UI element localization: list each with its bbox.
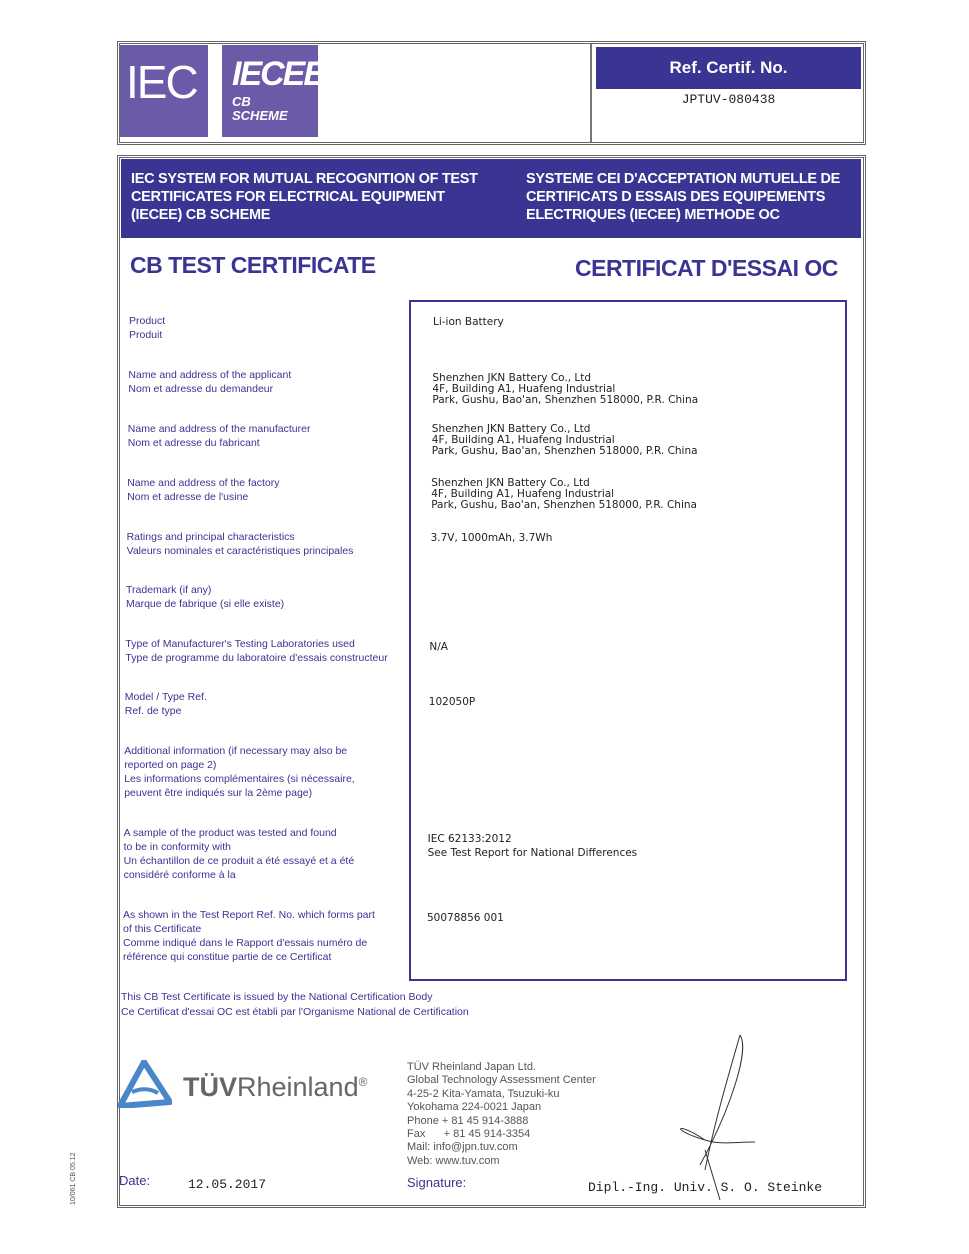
field-label-line: A sample of the product was tested and found <box>123 827 337 839</box>
field-label-line: considéré conforme à la <box>123 869 236 881</box>
scheme-banner <box>121 159 861 238</box>
signer-name: Dipl.-Ing. Univ. S. O. Steinke <box>588 1180 823 1195</box>
registered-mark: ® <box>358 1075 368 1089</box>
field-value-line: N/A <box>429 641 448 653</box>
field-label <box>129 314 414 342</box>
field-label-line: Name and address of the factory <box>127 477 280 489</box>
field-label <box>126 583 411 611</box>
field-label-line: référence qui constitue partie de ce Certificat <box>123 951 332 963</box>
field-value <box>429 697 475 708</box>
form-code: 10/061 CB 05.12 <box>70 1152 77 1205</box>
field-label-line: Valeurs nominales et caractéristiques principales <box>126 545 354 557</box>
field-label-line: Un échantillon de ce produit a été essayé et a été <box>123 855 355 867</box>
logo-cb: CB <box>232 94 251 109</box>
address-line: Global Technology Assessment Center <box>407 1074 596 1087</box>
banner-en: IEC SYSTEM FOR MUTUAL RECOGNITION OF TEST <box>131 171 478 187</box>
issued-statement <box>121 990 469 1020</box>
field-label-line: Marque de fabrique (si elle existe) <box>126 598 285 610</box>
field-value-line: 3.7V, 1000mAh, 3.7Wh <box>430 532 553 544</box>
ref-certif-number: JPTUV-080438 <box>681 92 776 107</box>
field-label-line: Product <box>129 315 166 327</box>
address-line: Fax + 81 45 914-3354 <box>407 1128 531 1141</box>
field-label-line: to be in conformity with <box>123 841 231 853</box>
field-value-line: IEC 62133:2012 <box>427 833 512 845</box>
field-label <box>128 422 413 450</box>
field-value <box>432 373 698 406</box>
field-label-line: Nom et adresse du demandeur <box>128 383 274 395</box>
address-line: Mail: info@jpn.tuv.com <box>407 1141 518 1154</box>
title-fr: CERTIFICAT D'ESSAI OC <box>575 255 838 281</box>
iec-logo-text: IEC <box>126 56 197 108</box>
banner-en: CERTIFICATES FOR ELECTRICAL EQUIPMENT <box>131 189 445 205</box>
field-label <box>127 530 412 558</box>
tuv-logo <box>183 1072 367 1103</box>
field-label <box>125 690 410 718</box>
signature-drawing <box>660 1030 770 1205</box>
field-value <box>432 424 698 457</box>
banner-fr: ELECTRIQUES (IECEE) METHODE OC <box>526 207 780 223</box>
field-label-line: Comme indiqué dans le Rapport d'essais numéro de <box>123 937 368 949</box>
field-label-line: Additional information (if necessary may also be <box>124 745 348 757</box>
field-label-line: Les informations complémentaires (si nécessaire, <box>124 773 355 785</box>
field-value <box>428 832 638 860</box>
field-label-line: Ref. de type <box>124 705 182 717</box>
address-line: Yokohama 224-0021 Japan <box>407 1101 542 1114</box>
field-label-line: Nom et adresse du fabricant <box>127 437 260 449</box>
iec-iecee-logo <box>120 45 325 137</box>
tuv-logo-rest: Rheinland <box>237 1072 359 1102</box>
address-line: 4-25-2 Kita-Yamata, Tsuzuki-ku <box>407 1087 560 1100</box>
field-label <box>127 476 412 504</box>
field-label-line: peuvent être indiqués sur la 2ème page) <box>124 787 313 799</box>
ref-certif-label: Ref. Certif. No. <box>596 47 861 89</box>
field-label-line: As shown in the Test Report Ref. No. which forms part <box>123 909 375 921</box>
field-label <box>124 826 409 882</box>
field-value-line: Shenzhen JKN Battery Co., Ltd <box>432 372 592 384</box>
field-label <box>128 368 413 396</box>
field-value-line: Shenzhen JKN Battery Co., Ltd <box>431 423 591 435</box>
field-value-line: 102050P <box>428 696 476 708</box>
field-value-line: See Test Report for National Differences <box>427 847 638 859</box>
address-line: Web: www.tuv.com <box>407 1154 500 1167</box>
date-value: 12.05.2017 <box>188 1177 267 1192</box>
field-label-line: Nom et adresse de l'usine <box>127 491 249 503</box>
field-label-line: Name and address of the manufacturer <box>127 423 311 435</box>
address-line: Phone + 81 45 914-3888 <box>407 1114 529 1127</box>
field-value-line: Park, Gushu, Bao'an, Shenzhen 518000, P.R. China <box>431 445 698 457</box>
field-label-line: Trademark (if any) <box>126 584 212 596</box>
field-label <box>124 744 409 800</box>
field-label <box>123 908 408 964</box>
field-value <box>431 478 697 511</box>
field-value <box>433 317 504 328</box>
field-label-line: Type de programme du laboratoire d'essais constructeur <box>125 652 388 664</box>
field-value-line: Shenzhen JKN Battery Co., Ltd <box>431 477 590 489</box>
tuv-logo-bold: TÜV <box>183 1072 237 1102</box>
issued-fr: Ce Certificat d'essai OC est établi par l'Organisme National de Certification <box>121 1006 469 1018</box>
field-value-line: Li-ion Battery <box>433 316 504 328</box>
field-value-line: 4F, Building A1, Huafeng Industrial <box>431 434 615 446</box>
field-label <box>125 637 410 665</box>
date-label: Date: <box>119 1173 151 1188</box>
field-value <box>427 913 504 924</box>
banner-fr: SYSTEME CEI D'ACCEPTATION MUTUELLE DE <box>526 171 841 187</box>
field-label-line: Model / Type Ref. <box>124 691 207 703</box>
tuv-triangle-icon <box>118 1060 172 1108</box>
field-value <box>429 642 448 653</box>
logo-scheme: SCHEME <box>232 108 288 123</box>
tuv-address <box>407 1061 596 1168</box>
field-label-line: Ratings and principal characteristics <box>126 531 295 543</box>
address-line: TÜV Rheinland Japan Ltd. <box>407 1061 537 1073</box>
field-label-line: Name and address of the applicant <box>128 369 292 381</box>
field-value-line: 4F, Building A1, Huafeng Industrial <box>431 488 615 500</box>
signature-label: Signature: <box>407 1175 467 1190</box>
field-label-line: Produit <box>129 329 163 341</box>
issued-en: This CB Test Certificate is issued by the National Certification Body <box>121 991 433 1003</box>
field-value-line: Park, Gushu, Bao'an, Shenzhen 518000, P.R. China <box>431 499 697 511</box>
iecee-logo-text: IECEE <box>232 55 325 93</box>
field-value-line: Park, Gushu, Bao'an, Shenzhen 518000, P.R. China <box>432 394 699 406</box>
field-value <box>431 533 553 544</box>
banner-fr: CERTIFICATS D ESSAIS DES EQUIPEMENTS <box>526 189 826 205</box>
field-label-line: Type of Manufacturer's Testing Laboratories used <box>125 638 355 650</box>
title-en: CB TEST CERTIFICATE <box>130 252 376 278</box>
banner-en: (IECEE) CB SCHEME <box>131 207 271 223</box>
field-label-line: reported on page 2) <box>124 759 217 771</box>
field-value-line: 4F, Building A1, Huafeng Industrial <box>432 383 616 395</box>
field-value-line: 50078856 001 <box>427 912 504 924</box>
field-label-line: of this Certificate <box>123 923 202 935</box>
